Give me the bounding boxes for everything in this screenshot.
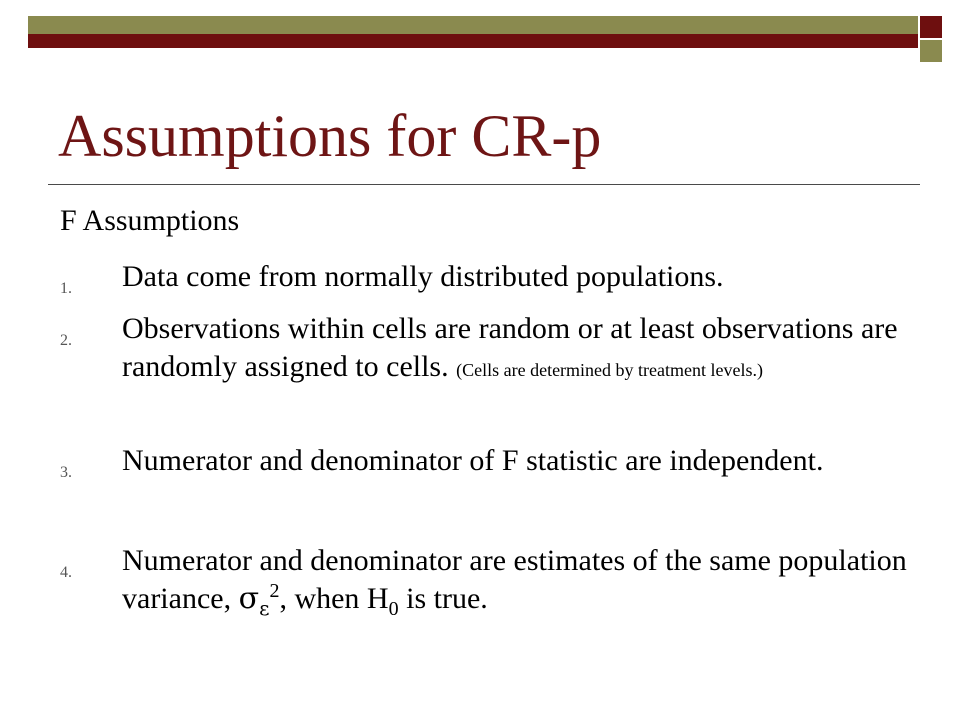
list-item-text: Numerator and denominator of F statistic are independent.: [122, 444, 824, 477]
title-divider: [48, 184, 920, 185]
list-item-text-part: is true.: [398, 582, 488, 615]
slide-title: Assumptions for CR-p: [58, 103, 602, 169]
list-item-text-part: Numerator and denominator are estimates of the same population variance,: [122, 544, 907, 615]
corner-square-maroon: [920, 16, 942, 38]
list-item-note: (Cells are determined by treatment levels.): [456, 360, 763, 380]
sigma-symbol: σ: [238, 581, 260, 616]
list-item-text: [122, 542, 940, 618]
list-item-2: [60, 310, 940, 389]
list-item-1: [60, 258, 940, 296]
list-item-3: [60, 442, 940, 480]
list-item-main-text: Observations within cells are random or at least observations are randomly assigned to cells.: [122, 312, 898, 383]
list-number: 1.: [60, 280, 72, 297]
list-number: 3.: [60, 464, 72, 481]
epsilon-subscript: ε: [259, 596, 270, 620]
list-number: 4.: [60, 564, 72, 581]
list-number: 2.: [60, 332, 72, 349]
corner-square-olive: [920, 40, 942, 62]
squared-superscript: 2: [269, 580, 280, 602]
list-item-text: [122, 310, 940, 389]
list-item-text-part: , when H: [279, 582, 389, 615]
list-item-text: Data come from normally distributed populations.: [122, 260, 724, 293]
header-olive-band: [28, 16, 918, 34]
section-heading: F Assumptions: [60, 204, 240, 237]
h-zero-subscript: 0: [388, 598, 399, 620]
header-maroon-stripe: [28, 34, 918, 48]
list-item-4: [60, 542, 940, 618]
